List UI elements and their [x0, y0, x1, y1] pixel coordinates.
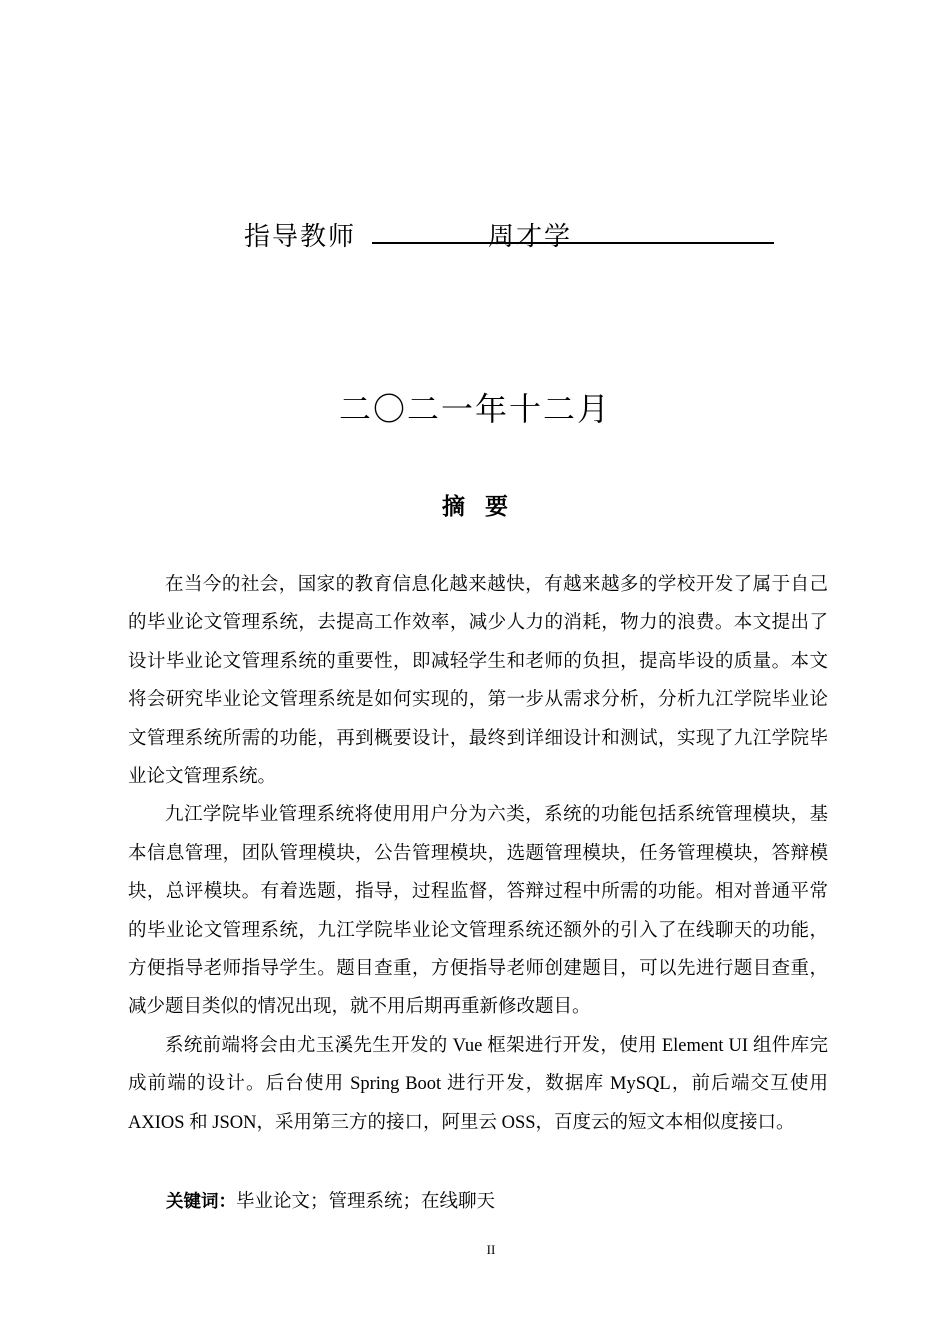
advisor-underline [372, 242, 774, 244]
abstract-paragraph-3: 系统前端将会由尤玉溪先生开发的 Vue 框架进行开发，使用 Element UI 组件库完成前端的设计。后台使用 Spring Boot 进行开发，数据库 MySQL，前后端交互使用 AXIOS 和 JSON，采用第三方的接口，阿里云 OSS，百度云的短文本相似度接口。 [128, 1035, 828, 1133]
keywords [166, 1187, 495, 1213]
advisor-row [244, 212, 784, 252]
page-number: II [486, 1242, 496, 1257]
cover-date: 二〇二一年十二月 [338, 390, 611, 428]
advisor-name: 周才学 [488, 222, 573, 252]
advisor-label: 指导教师 [244, 222, 357, 252]
keywords-label: 关键词： [166, 1192, 236, 1212]
abstract-title: 摘要 [442, 494, 528, 520]
abstract-body [128, 566, 828, 1142]
keywords-text: 毕业论文；管理系统；在线聊天 [236, 1192, 496, 1212]
abstract-paragraph-1: 在当今的社会，国家的教育信息化越来越快，有越来越多的学校开发了属于自己的毕业论文管理系统，去提高工作效率，减少人力的消耗，物力的浪费。本文提出了设计毕业论文管理系统的重要性，即减轻学生和老师的负担，提高毕设的质量。本文将会研究毕业论文管理系统是如何实现的，第一步从需求分析，分析九江学院毕业论文管理系统所需的功能，再到概要设计，最终到详细设计和测试，实现了九江学院毕业论文管理系统。 [128, 575, 828, 788]
abstract-paragraph-2: 九江学院毕业管理系统将使用用户分为六类，系统的功能包括系统管理模块，基本信息管理，团队管理模块，公告管理模块，选题管理模块，任务管理模块，答辩模块，总评模块。有着选题，指导，过程监督，答辩过程中所需的功能。相对普通平常的毕业论文管理系统，九江学院毕业论文管理系统还额外的引入了在线聊天的功能，方便指导老师指导学生。题目查重，方便指导老师创建题目，可以先进行题目查重，减少题目类似的情况出现，就不用后期再重新修改题目。 [128, 805, 828, 1018]
